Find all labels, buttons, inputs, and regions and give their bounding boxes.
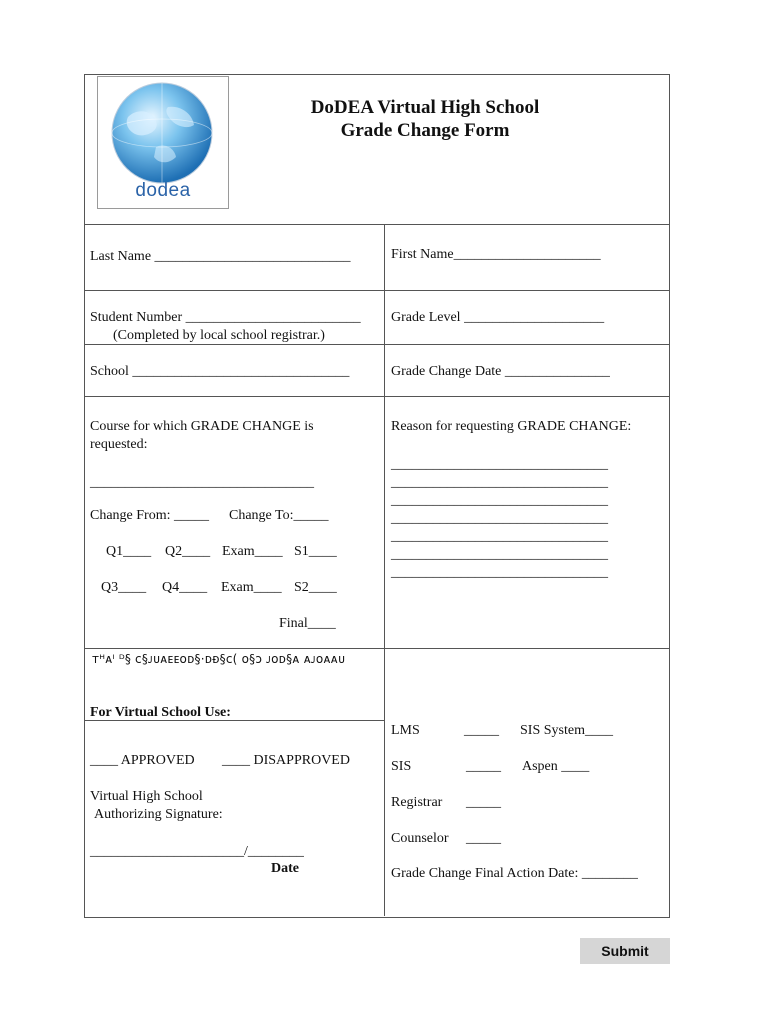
- reason-label: Reason for requesting GRADE CHANGE:: [391, 419, 632, 434]
- last-name-field[interactable]: Last Name ____________________________: [90, 249, 351, 264]
- reason-line[interactable]: _______________________________: [391, 511, 608, 526]
- counselor-field[interactable]: _____: [466, 831, 501, 846]
- date-label: Date: [271, 861, 299, 876]
- sis-label: SIS: [391, 759, 412, 774]
- course-field[interactable]: ________________________________: [90, 475, 314, 490]
- virtual-use-heading: For Virtual School Use:: [90, 705, 231, 720]
- q3-field[interactable]: Q3____: [101, 580, 147, 595]
- final-action-date-field[interactable]: Grade Change Final Action Date: ________: [391, 866, 638, 881]
- q2-field[interactable]: Q2____: [165, 544, 211, 559]
- disapproved-option[interactable]: ____ DISAPPROVED: [222, 753, 350, 768]
- reason-line[interactable]: _______________________________: [391, 547, 608, 562]
- rule-row1-bottom: [84, 290, 669, 291]
- grade-level-field[interactable]: Grade Level ____________________: [391, 310, 605, 325]
- student-number-note: (Completed by local school registrar.): [113, 328, 325, 343]
- logo-text: dodea: [135, 180, 191, 201]
- signature-label-line2: Authorizing Signature:: [94, 807, 223, 822]
- form-title-line2: Grade Change Form: [340, 120, 510, 141]
- form-title-line1: DoDEA Virtual High School: [310, 97, 540, 118]
- dodea-logo: [97, 76, 229, 209]
- submit-button[interactable]: Submit: [580, 938, 670, 964]
- s1-field[interactable]: S1____: [294, 544, 337, 559]
- registrar-label: Registrar: [391, 795, 443, 810]
- counselor-label: Counselor: [391, 831, 449, 846]
- signature-label-line1: Virtual High School: [90, 789, 203, 804]
- reason-line[interactable]: _______________________________: [391, 457, 608, 472]
- school-field[interactable]: School _______________________________: [90, 364, 350, 379]
- course-label-line1: Course for which GRADE CHANGE is: [90, 419, 314, 434]
- s2-field[interactable]: S2____: [294, 580, 337, 595]
- rule-header-bottom: [84, 224, 669, 225]
- registrar-field[interactable]: _____: [466, 795, 501, 810]
- course-label-line2: requested:: [90, 437, 148, 452]
- q1-field[interactable]: Q1____: [106, 544, 152, 559]
- reason-line[interactable]: _______________________________: [391, 493, 608, 508]
- exam2-field[interactable]: Exam____: [221, 580, 282, 595]
- approved-option[interactable]: ____ APPROVED: [90, 753, 195, 768]
- reason-line[interactable]: _______________________________: [391, 475, 608, 490]
- change-to-field[interactable]: Change To:_____: [229, 508, 329, 523]
- aspen-field[interactable]: Aspen ____: [522, 759, 590, 774]
- sis-field[interactable]: _____: [466, 759, 501, 774]
- column-divider: [384, 224, 385, 916]
- student-number-field[interactable]: Student Number _________________________: [90, 310, 361, 325]
- grade-change-date-field[interactable]: Grade Change Date _______________: [391, 364, 610, 379]
- q4-field[interactable]: Q4____: [162, 580, 208, 595]
- exam1-field[interactable]: Exam____: [222, 544, 283, 559]
- final-field[interactable]: Final____: [279, 616, 336, 631]
- reason-line[interactable]: _______________________________: [391, 529, 608, 544]
- lms-field[interactable]: _____: [464, 723, 499, 738]
- garbled-text-line: ᴛᴴᴀᴵ ᴰ§ ᴄ§ᴊᴜᴀᴇᴇᴏᴅ§·ᴅᴆ§ᴄ( ᴏ§ᴐ ᴊᴏᴅ§ᴀ ᴀᴊᴏᴀᴀᴜ: [92, 652, 346, 666]
- signature-field[interactable]: ______________________/________: [90, 844, 304, 859]
- reason-line[interactable]: _______________________________: [391, 565, 608, 580]
- rule-row3-bottom: [84, 396, 669, 397]
- sis-system-field[interactable]: SIS System____: [520, 723, 613, 738]
- lms-label: LMS: [391, 723, 420, 738]
- change-from-field[interactable]: Change From: _____: [90, 508, 209, 523]
- first-name-field[interactable]: First Name_____________________: [391, 247, 601, 262]
- rule-course-bottom: [84, 648, 669, 649]
